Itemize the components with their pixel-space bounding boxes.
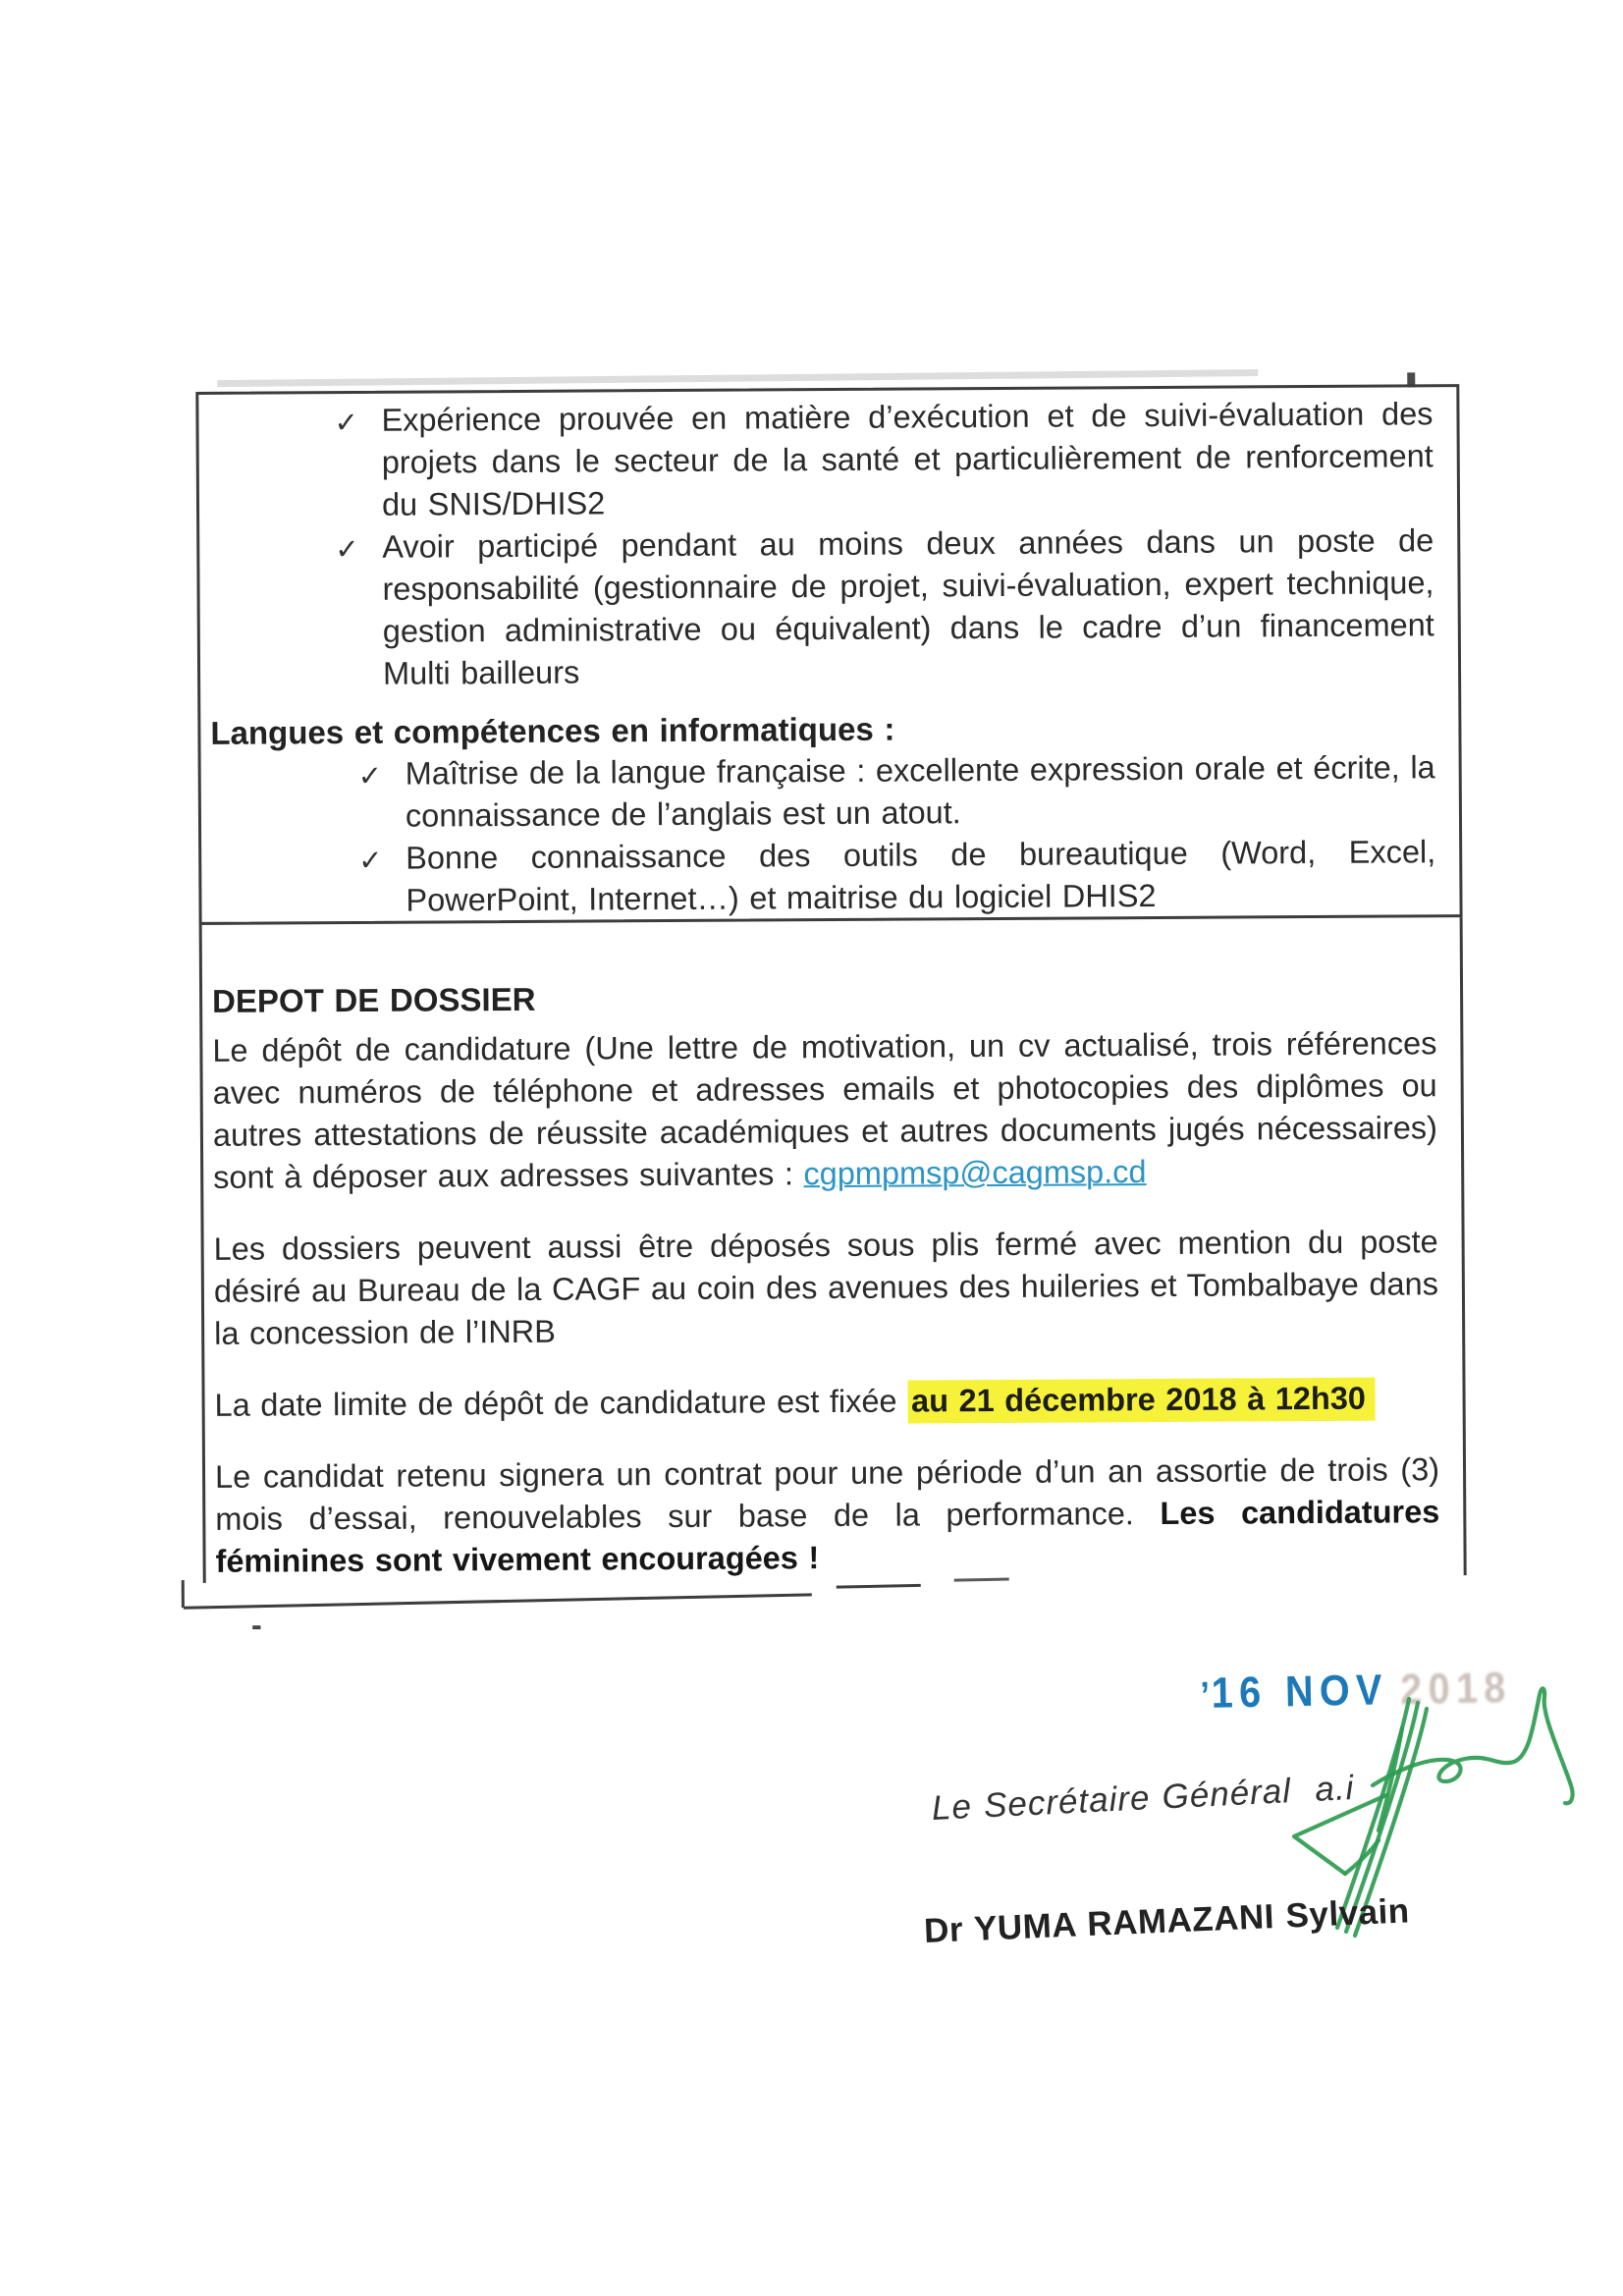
- stamp-year-faded: 2018: [1399, 1663, 1513, 1715]
- depot-paragraph-text: Le dépôt de candidature (Une lettre de motivation, un cv actualisé, trois références avec numéros de téléphone et adresses emails et photocopies des diplômes ou autres attestations de réussite académiques et autres documents jugés nécessaires) sont à déposer aux adresses suivantes :: [212, 1025, 1438, 1195]
- contract-paragraph-text: Le candidat retenu signera un contrat pour une période d’un an assortie de trois (3) mois d’essai, renouvelables sur base de la performance.: [214, 1451, 1440, 1537]
- checkmark-icon: ✓: [357, 760, 383, 793]
- checkmark-icon: ✓: [335, 533, 359, 567]
- deposit-location-paragraph: Les dossiers peuvent aussi être déposés sous plis fermé avec mention du poste désiré au Bureau de la CAGF au coin des avenues des huileries et Tombalbaye dans la concession de l’INRB: [213, 1224, 1438, 1351]
- signatory-name: Dr YUMA RAMAZANI Sylvain: [923, 1891, 1411, 1951]
- checkmark-icon: ✓: [358, 845, 383, 877]
- languages-section-heading: Langues et compétences en informatiques :: [210, 710, 895, 751]
- email-link[interactable]: cgpmpmsp@cagmsp.cd: [803, 1154, 1147, 1192]
- checkmark-icon: ✓: [334, 407, 358, 440]
- stamp-artifact-mark: ʼ: [1200, 1674, 1211, 1717]
- language-skill-text: Bonne connaissance des outils de bureautique (Word, Excel, PowerPoint, Internet…) et maitrise du logiciel DHIS2: [406, 834, 1436, 918]
- qualification-text: Expérience prouvée en matière d’exécution et de suivi-évaluation des projets dans le secteur de la santé et particulièrement de renforcement du SNIS/DHIS2: [381, 396, 1434, 522]
- language-skill-text: Maîtrise de la langue française : excellente expression orale et écrite, la connaissance de l’anglais est un atout.: [405, 749, 1435, 834]
- deadline-prefix-text: La date limite de dépôt de candidature est fixée: [214, 1383, 908, 1423]
- qualification-text: Avoir participé pendant au moins deux années dans un poste de responsabilité (gestionnaire de projet, suivi-évaluation, expert technique, gestion administrative ou équivalent) dans le cadre d’un financement Multi bailleurs: [382, 522, 1434, 691]
- signatory-title: Le Secrétaire Général a.i: [930, 1769, 1356, 1829]
- depot-section-heading: DEPOT DE DOSSIER: [211, 980, 536, 1019]
- deadline-highlight: au 21 décembre 2018 à 12h30: [907, 1378, 1376, 1424]
- trailing-dash: -: [250, 1607, 262, 1643]
- female-candidates-bold-text: Les candidatures féminines sont vivement encouragées !: [215, 1494, 1440, 1579]
- stamp-date-text: 16 NOV: [1211, 1666, 1389, 1718]
